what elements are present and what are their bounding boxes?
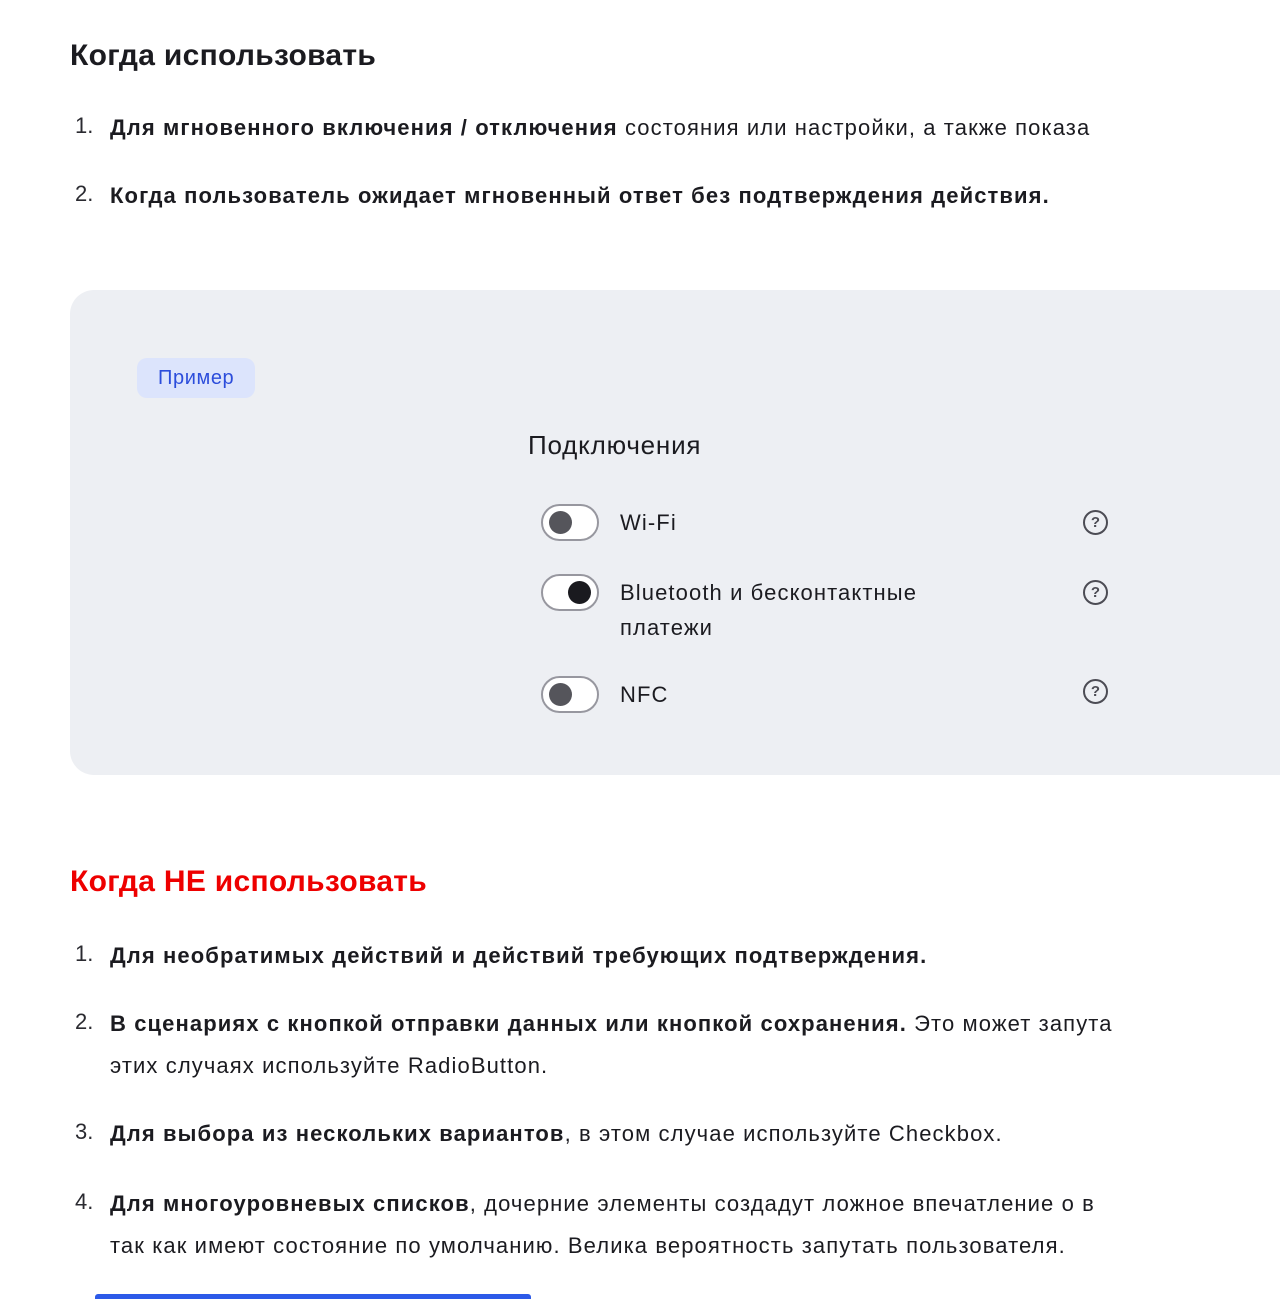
list-line: Для необратимых действий и действий требующих подтверждения. <box>110 943 928 968</box>
list-line: этих случаях используйте RadioButton. <box>110 1053 549 1078</box>
toggle-knob <box>549 511 572 534</box>
list-line: Для мгновенного включения / отключения состояния или настройки, а также показа <box>110 115 1091 140</box>
toggle-knob <box>549 683 572 706</box>
help-icon[interactable]: ? <box>1083 580 1108 605</box>
connections-title: Подключения <box>528 430 702 460</box>
wifi-toggle[interactable] <box>541 504 599 541</box>
list-item <box>70 1119 1003 1149</box>
list-line: Для многоуровневых списков, дочерние элементы создадут ложное впечатление о в <box>110 1191 1095 1216</box>
example-badge: Пример <box>137 358 255 398</box>
list-item <box>70 113 1090 143</box>
section-title-when-not-use: Когда НЕ использовать <box>70 865 428 898</box>
wifi-label: Wi-Fi <box>620 510 677 535</box>
list-line: Для выбора из нескольких вариантов, в этом случае используйте Checkbox. <box>110 1121 1003 1146</box>
list-line: Когда пользователь ожидает мгновенный ответ без подтверждения действия. <box>110 183 1050 208</box>
help-icon[interactable]: ? <box>1083 679 1108 704</box>
list-number: 1. <box>75 113 94 138</box>
bluetooth-label: Bluetooth и бесконтактные платежи <box>620 580 918 640</box>
list-number: 2. <box>75 1009 94 1034</box>
toggle-knob <box>568 581 591 604</box>
nfc-toggle[interactable] <box>541 676 599 713</box>
section-title-when-use: Когда использовать <box>70 39 377 72</box>
list-item <box>70 1189 1095 1261</box>
next-section-peek <box>95 1294 531 1299</box>
help-icon[interactable]: ? <box>1083 510 1108 535</box>
list-number: 1. <box>75 941 94 966</box>
nfc-label: NFC <box>620 682 669 707</box>
bluetooth-toggle[interactable] <box>541 574 599 611</box>
list-number: 4. <box>75 1189 94 1214</box>
list-number: 3. <box>75 1119 94 1144</box>
list-item <box>70 941 927 971</box>
list-item <box>70 181 1050 211</box>
list-line: так как имеют состояние по умолчанию. Велика вероятность запутать пользователя. <box>110 1233 1066 1258</box>
list-line: В сценариях с кнопкой отправки данных или кнопкой сохранения. Это может запута <box>110 1011 1113 1036</box>
list-number: 2. <box>75 181 94 206</box>
list-item <box>70 1009 1113 1081</box>
